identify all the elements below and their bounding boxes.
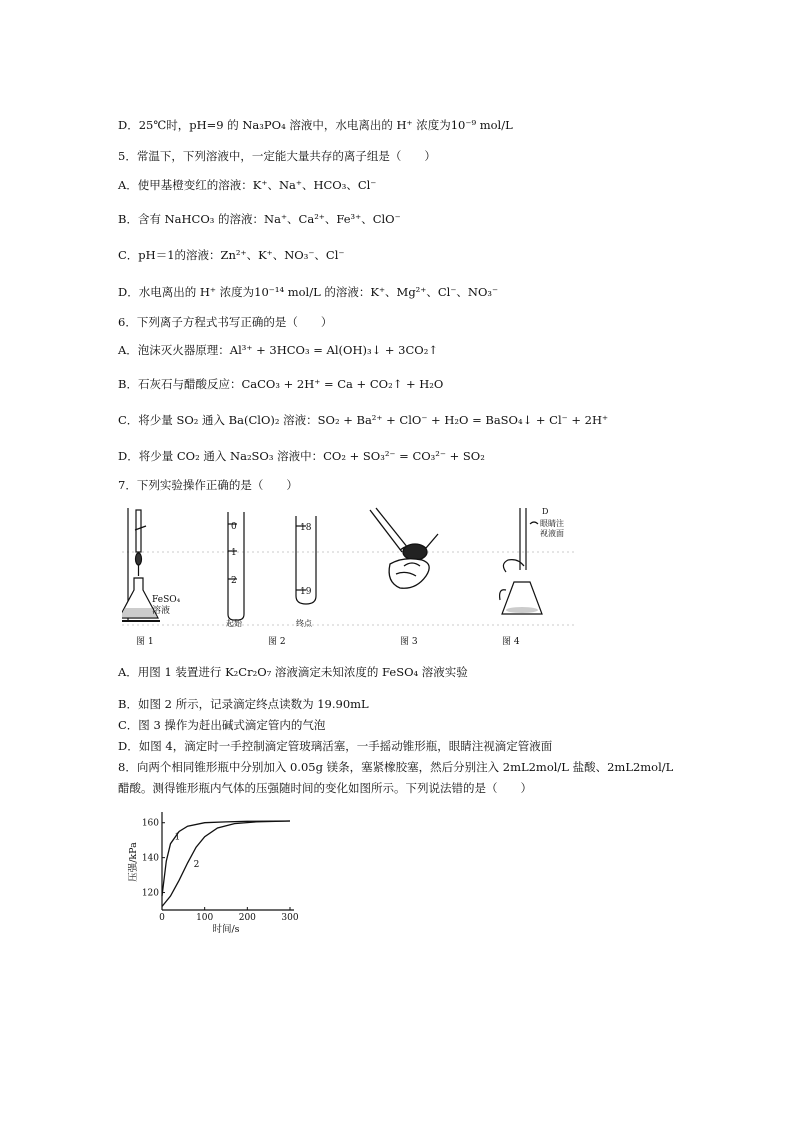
fig2-tick-2: 2 [231,576,237,586]
figure-3-hand [370,508,438,588]
fig2-tick-1: 1 [231,548,237,558]
y-tick-label: 160 [141,818,159,829]
fig2-tick-18: 18 [300,523,312,533]
x-tick-label: 0 [159,913,165,923]
x-tick-label: 300 [281,913,299,923]
pressure-time-chart-svg [124,808,314,938]
y-tick-label: 120 [141,888,159,899]
fig1-caption: 图 1 [136,637,154,647]
figure-1-solution-label: 溶液 [152,606,171,616]
q7-figures [122,504,574,652]
y-tick-label: 140 [141,853,159,864]
q7-option-d: D．如图 4，滴定时一手控制滴定管玻璃活塞，一手摇动锥形瓶，眼睛注视滴定管液面 [118,739,553,753]
series-label-2: 2 [193,859,200,870]
q6-stem: 6．下列离子方程式书写正确的是（ ） [118,315,333,329]
q5-option-d: D．水电离出的 H⁺ 浓度为10⁻¹⁴ mol/L 的溶液：K⁺、Mg²⁺、Cl⁻、NO₃⁻ [118,285,499,299]
fig4-eye-note-2: 视液面 [540,529,564,538]
y-axis-label: 压强/kPa [128,842,139,882]
series-label-1: 1 [174,832,181,843]
q5-option-a: A．使甲基橙变红的溶液：K⁺、Na⁺、HCO₃、Cl⁻ [118,178,377,192]
series-line-2 [162,821,290,907]
pressure-time-chart [124,808,314,938]
q6-option-a: A．泡沫灭火器原理：Al³⁺ + 3HCO₃ = Al(OH)₃↓ + 3CO₂↑ [118,343,438,357]
figure-1-feso4-label: FeSO₄ [152,595,181,605]
q8-stem: 8．向两个相同锥形瓶中分别加入 0.05g 镁条，塞紧橡胶塞，然后分别注入 2mL2mol/L 盐酸、2mL2mol/L 醋酸。测得锥形瓶内气体的压强随时间的变化如图所示。下列说法错的是（ ） [118,760,674,795]
q6-option-b: B．石灰石与醋酸反应：CaCO₃ + 2H⁺ = Ca + CO₂↑ + H₂O [118,377,444,391]
series-line-1 [162,821,290,896]
q7-option-b: B．如图 2 所示，记录滴定终点读数为 19.90mL [118,697,369,711]
figure-4-titration [500,508,542,614]
fig2-end-label: 终点 [296,619,312,628]
q5-option-b: B．含有 NaHCO₃ 的溶液：Na⁺、Ca²⁺、Fe³⁺、ClO⁻ [118,212,401,226]
fig2-caption: 图 2 [268,637,286,647]
q6-option-c: C．将少量 SO₂ 通入 Ba(ClO)₂ 溶液：SO₂ + Ba²⁺ + ClO⁻ + H₂O = BaSO₄↓ + Cl⁻ + 2H⁺ [118,413,609,427]
q7-figures-svg [122,504,574,652]
fig4-caption: 图 4 [502,637,520,647]
x-tick-label: 100 [196,913,214,923]
x-tick-label: 200 [238,913,256,923]
fig2-tick-19: 19 [300,587,312,597]
x-axis-label: 时间/s [212,924,240,935]
q6-option-d: D．将少量 CO₂ 通入 Na₂SO₃ 溶液中：CO₂ + SO₃²⁻ = CO₃²⁻ + SO₂ [118,449,485,463]
q7-option-a: A．用图 1 装置进行 K₂Cr₂O₇ 溶液滴定未知浓度的 FeSO₄ 溶液实验 [118,665,468,679]
fig4-marker: D [542,507,549,516]
q4-option-d: D．25℃时，pH=9 的 Na₃PO₄ 溶液中，水电离出的 H⁺ 浓度为10⁻⁹ mol/L [118,118,513,132]
q7-stem: 7．下列实验操作正确的是（ ） [118,478,298,492]
q5-stem: 5．常温下，下列溶液中，一定能大量共存的离子组是（ ） [118,149,436,163]
fig4-eye-note-1: 眼睛注 [540,519,564,528]
fig2-start-label: 起始 [226,619,242,628]
q7-option-c: C．图 3 操作为赶出碱式滴定管内的气泡 [118,718,326,732]
fig3-caption: 图 3 [400,637,418,647]
fig2-tick-0: 0 [231,522,237,532]
q5-option-c: C．pH＝1的溶液：Zn²⁺、K⁺、NO₃⁻、Cl⁻ [118,248,345,262]
